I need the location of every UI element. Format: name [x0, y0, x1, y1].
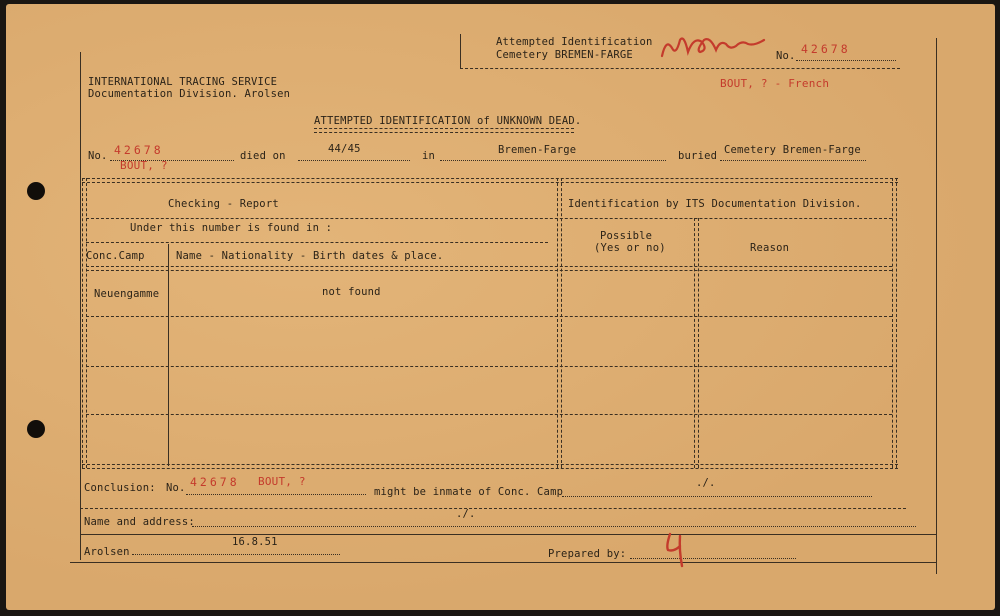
- reason-header: Reason: [750, 242, 790, 254]
- header-no-label: No.: [776, 50, 796, 62]
- under-number-label: Under this number is found in :: [130, 222, 333, 234]
- org-line1: INTERNATIONAL TRACING SERVICE: [88, 76, 278, 88]
- table-top-border: [82, 178, 898, 183]
- record-died-label: died on: [240, 150, 286, 162]
- footer-place: Arolsen: [84, 546, 130, 558]
- conclusion-text: might be inmate of Conc. Camp: [374, 486, 564, 498]
- yes-no-header: (Yes or no): [594, 242, 666, 254]
- name-address-underline: [192, 526, 916, 527]
- record-no-value: 42678: [114, 143, 164, 157]
- table-middle-divider: [557, 178, 562, 468]
- record-in-underline: [440, 160, 666, 161]
- column-header-divider: [86, 266, 892, 271]
- record-buried-underline: [720, 160, 866, 161]
- footer-date-underline: [132, 554, 340, 555]
- name-address-value: ./.: [456, 508, 476, 520]
- record-died-value: 44/45: [328, 143, 361, 155]
- conclusion-underline: [562, 496, 872, 497]
- frame-bottom: [70, 562, 936, 563]
- record-name-under: BOUT, ?: [120, 159, 168, 172]
- col-name-header: Name - Nationality - Birth dates & place.: [176, 250, 444, 262]
- org-line2: Documentation Division. Arolsen: [88, 88, 291, 100]
- name-address-label: Name and address:: [84, 516, 195, 528]
- conclusion-separator: [80, 508, 906, 509]
- record-buried-value: Cemetery Bremen-Farge: [724, 144, 861, 156]
- possible-header: Possible: [600, 230, 653, 242]
- row1-camp: Neuengamme: [94, 288, 160, 300]
- name-address-separator: [80, 534, 936, 535]
- frame-right: [936, 38, 937, 574]
- record-died-underline: [298, 160, 410, 161]
- conclusion-no-label: No.: [166, 482, 186, 494]
- header-line2: Cemetery BREMEN-FARGE: [496, 49, 633, 61]
- row-divider-2: [86, 366, 892, 367]
- conclusion-no-underline: [186, 494, 366, 495]
- handwritten-none: [656, 26, 776, 66]
- row-divider-1: [86, 316, 892, 317]
- row1-result: not found: [322, 286, 381, 298]
- table-left-border: [82, 178, 87, 468]
- right-name: BOUT, ? - French: [720, 77, 830, 90]
- prepared-by-label: Prepared by:: [548, 548, 627, 560]
- conclusion-no-value: 42678: [190, 475, 240, 489]
- row-divider-3: [86, 414, 892, 415]
- punch-hole-bottom: [27, 420, 45, 438]
- record-in-label: in: [422, 150, 436, 162]
- form-title-underline: [314, 128, 574, 133]
- punch-hole-top: [27, 182, 45, 200]
- header-no-value: 42678: [801, 42, 851, 56]
- camp-name-divider: [168, 244, 169, 466]
- conclusion-label: Conclusion:: [84, 482, 156, 494]
- table-right-border: [892, 178, 897, 468]
- identification-header: Identification by ITS Documentation Division.: [568, 198, 862, 210]
- conclusion-value: ./.: [696, 477, 716, 489]
- checking-report-header: Checking - Report: [168, 198, 279, 210]
- prepared-by-underline: [630, 558, 796, 559]
- record-buried-label: buried: [678, 150, 718, 162]
- signature-mark: [662, 530, 692, 570]
- conclusion-name: BOUT, ?: [258, 475, 306, 488]
- header-line1: Attempted Identification: [496, 36, 653, 48]
- table-bottom-border: [82, 464, 898, 469]
- under-number-divider: [86, 242, 548, 243]
- form-title: ATTEMPTED IDENTIFICATION of UNKNOWN DEAD.: [314, 115, 582, 127]
- header-box-left: [460, 34, 461, 68]
- record-no-label: No.: [88, 150, 108, 162]
- header-no-underline: [796, 60, 896, 61]
- table-header-divider: [86, 218, 892, 219]
- footer-date: 16.8.51: [232, 536, 278, 548]
- header-box-bottom: [460, 68, 900, 69]
- frame-left: [80, 52, 81, 560]
- record-in-value: Bremen-Farge: [498, 144, 577, 156]
- possible-reason-divider: [694, 218, 699, 468]
- col-camp-header: Conc.Camp: [86, 250, 145, 262]
- document-card: [6, 4, 995, 610]
